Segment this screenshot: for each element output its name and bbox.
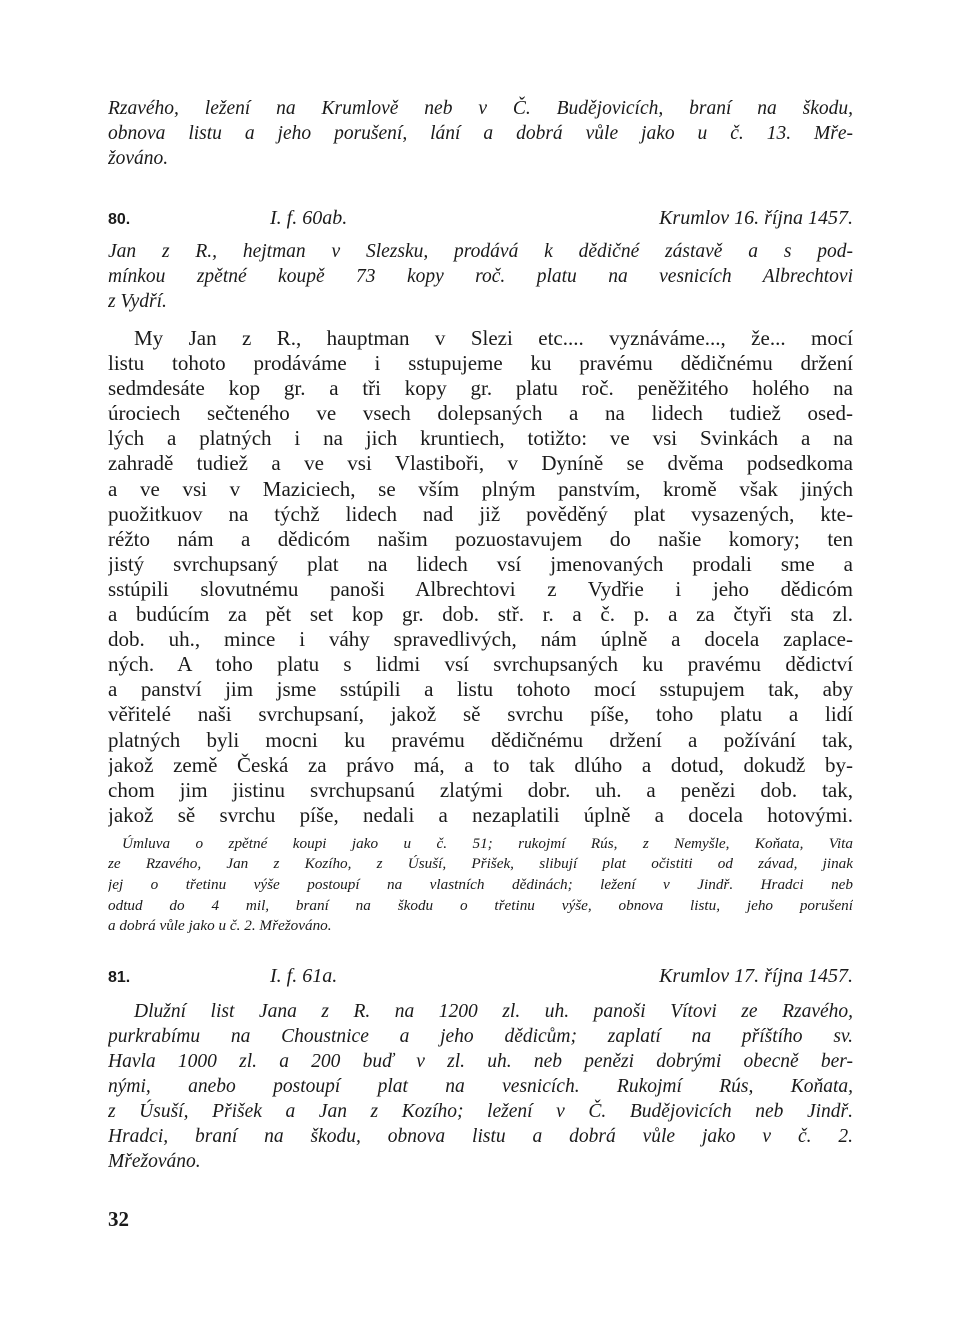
document-page: [108, 96, 853, 1174]
text-line: Úmluva o zpětné koupi jako u č. 51; rukojmí Rús, z Nemyšle, Koňata, Vita: [122, 834, 853, 852]
text-line: My Jan z R., hauptman v Slezi etc.... vyznáváme..., že... mocí: [134, 326, 853, 350]
continued-summary: [108, 96, 853, 171]
page-number: 32: [108, 1207, 129, 1231]
text-line: ze Rzavého, Jan z Kozího, z Úsuší, Přišek, slibují plat očistiti od závad, jinak: [108, 855, 853, 873]
text-line: chom jim jistinu svrchupsanú zlatými dobr. uh. a penězi dob. tak,: [108, 777, 853, 802]
text-line: Havla 1000 zl. a 200 buď v zl. uh. neb penězi dobrými obecně ber-: [108, 1050, 853, 1072]
text-line: věřitelé naši svrchupsaní, jakož sě svrchu píše, toho platu a lidí: [108, 702, 853, 727]
entry-number: 81.: [108, 968, 131, 986]
entry-heading-80: [108, 205, 853, 233]
text-line: žováno.: [108, 148, 169, 169]
text-line: Dlužní list Jana z R. na 1200 zl. uh. panoši Vítovi ze Rzavého,: [134, 1000, 853, 1022]
text-line: z Úsuší, Přišek a Jan z Kozího; ležení v Č. Budějovicích neb Jindř.: [108, 1100, 853, 1122]
entry-note-80: [108, 834, 853, 937]
entry-summary-80: [108, 239, 853, 314]
text-line: Hradci, braní na škodu, obnova listu a dobrá vůle jako v č. 2.: [108, 1125, 853, 1147]
entry-number: 80.: [108, 211, 131, 228]
text-line: jistý svrchupsaný plat na lidech vsí jmenovaných prodali sme a: [108, 551, 853, 576]
entry-place-date: Krumlov 16. října 1457.: [659, 207, 853, 229]
text-line: a ve vsi v Maziciech, se vším plným panstvím, kromě však jiných: [108, 476, 853, 501]
entry-summary-81: [108, 999, 853, 1174]
text-line: jakož sě svrchu píše, nedali a nezaplatili úplně a docela hotovými.: [108, 802, 853, 827]
text-line: zahradě tudiež a ve vsi Vlastiboři, v Dyníně se dvěma podsedkoma: [108, 451, 853, 476]
text-line: dob. uh., mince i váhy spravedlivých, nám úplně a docela zaplace-: [108, 627, 853, 652]
text-line: platných byli mocni ku pravému dědičnému držení a požívání tak,: [108, 727, 853, 752]
text-line: jej o třetinu výše postoupí na vlastních dědinách; ležení v Jindř. Hradci neb: [108, 876, 853, 894]
entry-heading-81: [108, 963, 853, 991]
text-line: a dobrá vůle jako u č. 2. Mřežováno.: [108, 917, 332, 935]
entry-folio: I. f. 61a.: [270, 964, 338, 987]
text-line: úrociech sečteného ve vsech dolepsaných a na lidech tudiež osed-: [108, 401, 853, 426]
text-line: nými, anebo postoupí plat na vesnicích. Rukojmí Rús, Koňata,: [108, 1075, 853, 1097]
text-line: obnova listu a jeho porušení, lání a dobrá vůle jako u č. 13. Mře-: [108, 123, 853, 144]
text-line: a budúcím za pět set kop gr. dob. stř. r. a č. p. a za čtyři sta zl.: [108, 602, 853, 627]
text-line: purkrabímu na Choustnice a jeho dědicům; zaplatí na příštího sv.: [108, 1025, 853, 1047]
text-line: lých a platných i na jich kruntiech, totižto: ve vsi Svinkách a na: [108, 426, 853, 451]
text-line: listu tohoto prodáváme i sstupujeme ku pravému dědičnému držení: [108, 351, 853, 376]
text-line: jakož země Česká za právo má, a to tak dlúho a dotud, dokudž by-: [108, 752, 853, 777]
text-line: odtud do 4 mil, braní na škodu o třetinu výše, obnova listu, jeho porušení: [108, 896, 853, 914]
text-line: a panství jim jsme sstúpili a listu tohoto mocí sstupujem tak, aby: [108, 677, 853, 702]
text-line: sedmdesáte kop gr. a tři kopy gr. platu roč. peněžitého holého na: [108, 376, 853, 401]
text-line: Mřežováno.: [108, 1150, 201, 1172]
entry-place-date: Krumlov 17. října 1457.: [659, 964, 853, 987]
text-line: Jan z R., hejtman v Slezsku, prodává k dědičné zástavě a s pod-: [108, 241, 853, 262]
text-line: mínkou zpětné koupě 73 kopy roč. platu na vesnicích Albrechtovi: [108, 266, 853, 287]
entry-text-80: [108, 326, 853, 828]
text-line: Rzavého, ležení na Krumlově neb v Č. Budějovicích, braní na škodu,: [108, 98, 853, 119]
text-line: z Vydří.: [108, 291, 167, 312]
text-line: ných. A toho platu s lidmi vsí svrchupsaných ku pravému dědictví: [108, 652, 853, 677]
text-line: sstúpili slovutnému panoši Albrechtovi z Vydřie i jeho dědicóm: [108, 576, 853, 601]
text-line: puožitkuov na týchž lidech nad již pověděný plat vysazených, kte-: [108, 501, 853, 526]
text-line: réžto nám a dědicóm našim pozuostavujem do našie komory; ten: [108, 526, 853, 551]
entry-folio: I. f. 60ab.: [270, 207, 348, 229]
